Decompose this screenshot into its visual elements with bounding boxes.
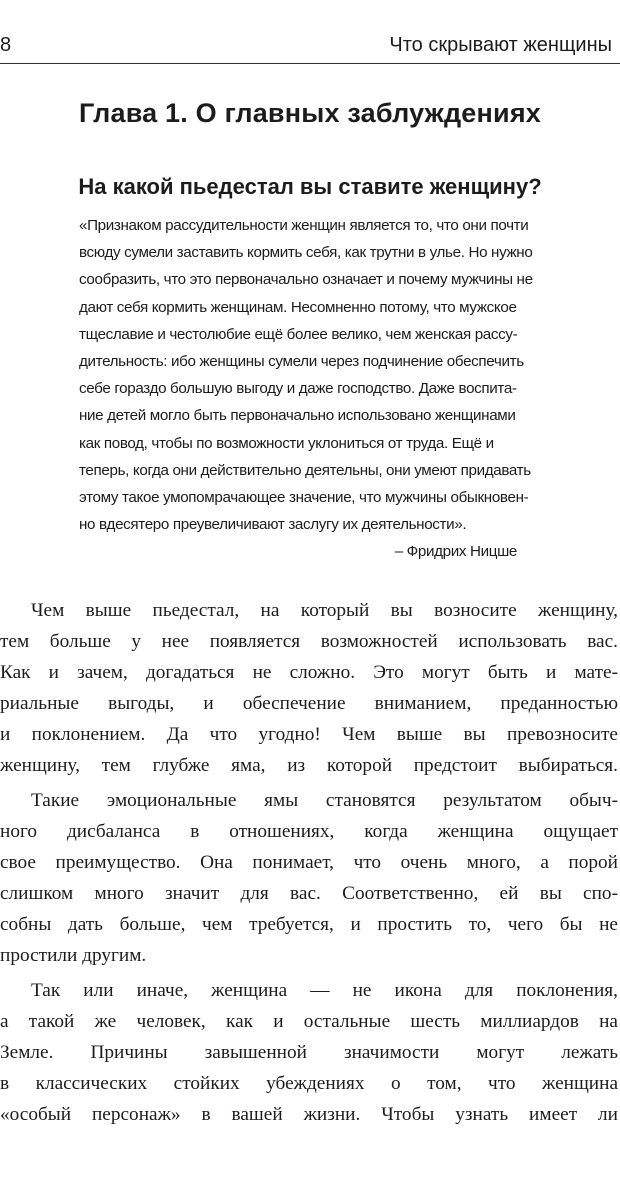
text-line: простили другим.	[0, 945, 147, 966]
text-line: а такой же человек, как и остальные шесть миллиардов на	[0, 1011, 618, 1032]
text-line: Чем выше пьедестал, на который вы возносите женщину,	[31, 600, 618, 621]
epigraph-line: тщеславие и честолюбие ещё более велико, чем женская рассу-	[79, 325, 518, 343]
epigraph-line: дительность: ибо женщины сумели через подчинение обеспечить	[79, 353, 524, 371]
epigraph-line: теперь, когда они действительно деятельны, они умеют придавать	[79, 461, 531, 479]
running-title: Что скрывают женщины	[389, 34, 612, 56]
text-line: собны дать больше, чем требуется, и простить то, чего бы не	[0, 914, 618, 935]
text-line: в классических стойких убеждениях о том, что женщина	[0, 1073, 618, 1094]
text-line: Как и зачем, догадаться не сложно. Это могут быть и мате-	[0, 662, 618, 683]
text-line: слишком много значит для вас. Соответственно, ей вы спо-	[0, 883, 618, 904]
epigraph-line: ние детей могло быть первоначально использовано женщинами	[79, 407, 516, 425]
epigraph-line: дают себя кормить женщинам. Несомненно потому, что мужское	[79, 298, 517, 316]
epigraph-line: этому такое умопомрачающее значение, что мужчины обыкновен-	[79, 489, 529, 507]
running-header	[0, 28, 620, 62]
epigraph-line: «Признаком рассудительности женщин является то, что они почти	[79, 217, 529, 234]
text-line: тем больше у нее появляется возможностей использовать вас.	[0, 631, 618, 652]
epigraph-line: сообразить, что это первоначально означает и почему мужчины не	[79, 271, 533, 289]
epigraph-line: себе гораздо большую выгоду и даже господство. Даже воспита-	[79, 380, 517, 398]
epigraph-line: как повод, чтобы по возможности уклониться от труда. Ещё и	[79, 434, 494, 452]
epigraph-author: – Фридрих Ницше	[394, 543, 517, 561]
body-text	[0, 595, 618, 1134]
header-divider	[0, 63, 620, 64]
text-line: «особый персонаж» в вашей жизни. Чтобы узнать имеет ли	[0, 1104, 618, 1125]
paragraph	[0, 595, 618, 781]
section-title: На какой пьедестал вы ставите женщину?	[78, 174, 542, 199]
epigraph-quote	[79, 212, 609, 566]
paragraph	[0, 785, 618, 971]
chapter-title: Глава 1. О главных заблуждениях	[78, 98, 542, 128]
epigraph-line: всюду сумели заставить кормить себя, как трутни в улье. Но нужно	[79, 244, 533, 262]
text-line: риальные выгоды, и обеспечение вниманием, преданностью	[0, 693, 618, 714]
text-line: Земле. Причины завышенной значимости могут лежать	[0, 1042, 618, 1063]
epigraph-line: но вдесятеро преувеличивают заслугу их деятельности».	[79, 516, 467, 534]
text-line: Так или иначе, женщина — не икона для поклонения,	[31, 980, 618, 1001]
page-number: 8	[0, 34, 12, 56]
text-line: Такие эмоциональные ямы становятся результатом обыч-	[31, 790, 618, 811]
paragraph	[0, 975, 618, 1130]
text-line: и поклонением. Да что угодно! Чем выше вы превозносите	[0, 724, 618, 745]
text-line: ного дисбаланса в отношениях, когда женщина ощущает	[0, 821, 618, 842]
text-line: женщину, тем глубже яма, из которой предстоит выбираться.	[0, 755, 618, 776]
text-line: свое преимущество. Она понимает, что очень много, а порой	[0, 852, 618, 873]
